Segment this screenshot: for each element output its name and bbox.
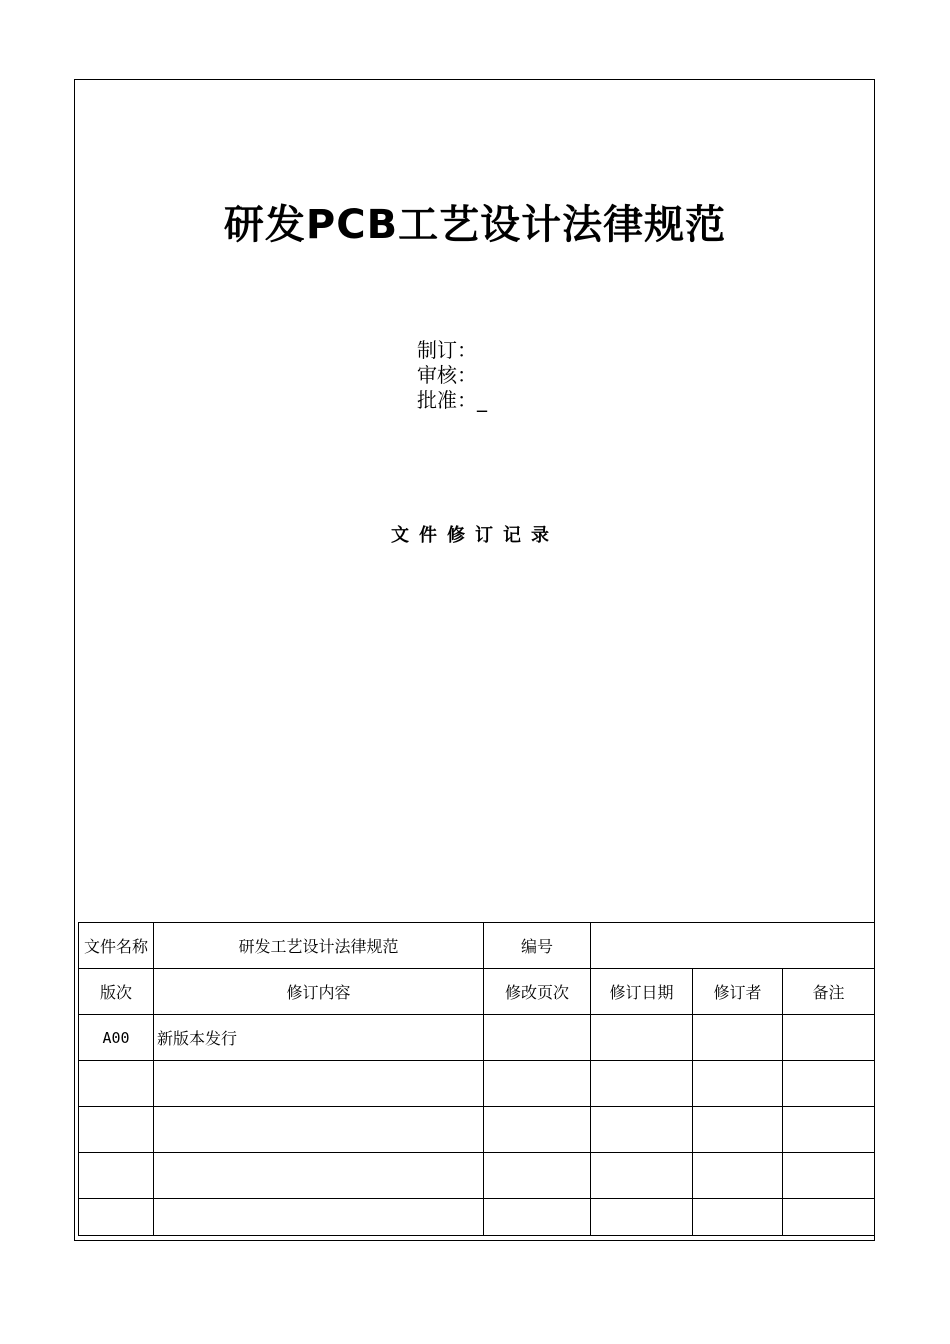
table-cell (693, 1199, 783, 1236)
column-header: 修订内容 (154, 969, 484, 1015)
table-row (79, 1061, 875, 1107)
table-cell (484, 1015, 591, 1061)
table-cell (79, 1153, 154, 1199)
table-row (79, 1015, 875, 1061)
table-header-row (79, 969, 875, 1015)
table-cell (154, 1153, 484, 1199)
signature-row-reviewed (417, 363, 487, 388)
table-cell (591, 1107, 693, 1153)
table-cell (79, 1107, 154, 1153)
column-header: 修改页次 (484, 969, 591, 1015)
table-cell (693, 1015, 783, 1061)
signature-label: 制订： (417, 338, 477, 362)
table-cell (783, 1153, 875, 1199)
table-cell (79, 1199, 154, 1236)
file-name-label: 文件名称 (79, 923, 154, 969)
column-header: 版次 (79, 969, 154, 1015)
table-row (79, 923, 875, 969)
table-cell (79, 1061, 154, 1107)
table-cell (484, 1061, 591, 1107)
table-cell (783, 1107, 875, 1153)
table-cell: A00 (79, 1015, 154, 1061)
signature-block (417, 338, 487, 413)
number-value (591, 923, 875, 969)
table-cell (591, 1199, 693, 1236)
revision-table (78, 922, 875, 1236)
table-cell (693, 1061, 783, 1107)
table-cell (783, 1015, 875, 1061)
table-cell (591, 1015, 693, 1061)
signature-label: 审核： (417, 363, 477, 387)
table-cell (783, 1061, 875, 1107)
table-cell (154, 1199, 484, 1236)
table-cell (591, 1061, 693, 1107)
table-cell (484, 1199, 591, 1236)
table-cell: 新版本发行 (154, 1015, 484, 1061)
column-header: 修订者 (693, 969, 783, 1015)
signature-label: 批准： (417, 388, 477, 412)
file-name-value: 研发工艺设计法律规范 (154, 923, 484, 969)
column-header: 修订日期 (591, 969, 693, 1015)
table-cell (154, 1061, 484, 1107)
signature-value: _ (477, 388, 487, 412)
revision-record-heading: 文件修订记录 (391, 525, 559, 546)
column-header: 备注 (783, 969, 875, 1015)
table-cell (154, 1107, 484, 1153)
number-label: 编号 (484, 923, 591, 969)
signature-row-drafted (417, 338, 487, 363)
table-cell (591, 1153, 693, 1199)
document-title: 研发PCB工艺设计法律规范 (223, 202, 727, 248)
table-cell (693, 1107, 783, 1153)
table-cell (484, 1107, 591, 1153)
table-cell (484, 1153, 591, 1199)
signature-row-approved (417, 388, 487, 413)
table-row (79, 1153, 875, 1199)
table-row (79, 1107, 875, 1153)
table-row (79, 1199, 875, 1236)
table-cell (783, 1199, 875, 1236)
table-cell (693, 1153, 783, 1199)
